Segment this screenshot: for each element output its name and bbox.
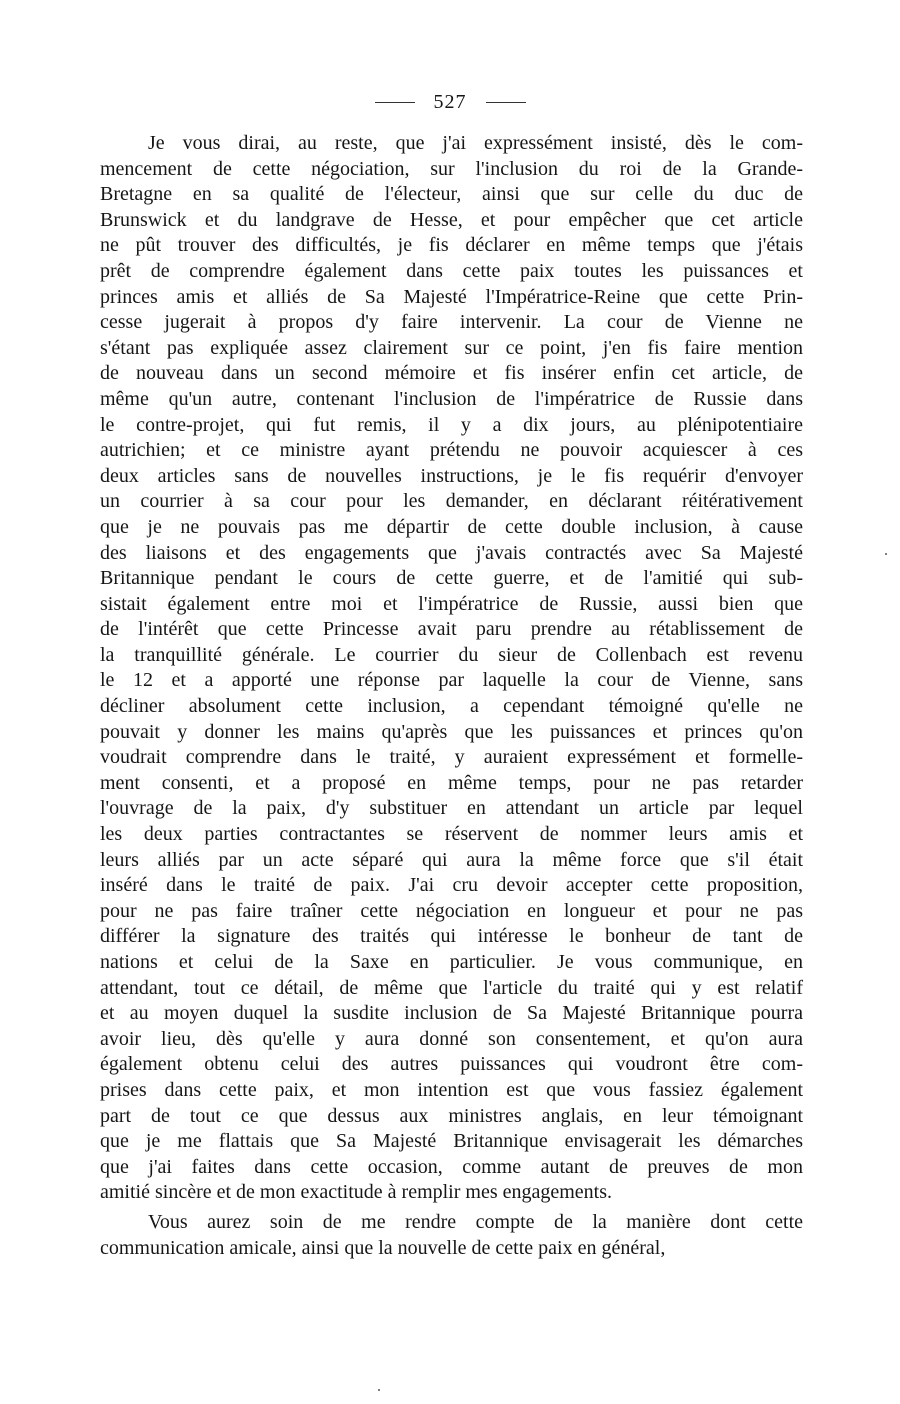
text-line: un courrier à sa cour pour les demander, en déclarant réitérativement: [100, 490, 803, 513]
text-line: cesse jugerait à propos d'y faire intervenir. La cour de Vienne ne: [100, 311, 803, 334]
text-line: deux articles sans de nouvelles instructions, je le fis requérir d'envoyer: [100, 464, 803, 487]
text-line: ment consenti, et a proposé en même temps, pour ne pas retarder: [100, 771, 803, 794]
body-text: [100, 131, 803, 1261]
text-line: Bretagne en sa qualité de l'électeur, ainsi que sur celle du duc de: [100, 183, 803, 206]
text-line: que je ne pouvais pas me départir de cette double inclusion, à cause: [100, 515, 803, 538]
text-line: s'étant pas expliquée assez clairement sur ce point, j'en fis faire mention: [100, 336, 803, 359]
text-line: des liaisons et des engagements que j'avais contractés avec Sa Majesté: [100, 541, 803, 564]
text-line: leurs alliés par un acte séparé qui aura la même force que s'il était: [100, 848, 803, 871]
header-rule-left: [375, 102, 415, 103]
text-line: même qu'un autre, contenant l'inclusion de l'impératrice de Russie dans: [100, 387, 803, 410]
text-line: autrichien; et ce ministre ayant prétendu ne pouvoir acquiescer à ces: [100, 439, 803, 462]
text-line: prises dans cette paix, et mon intention est que vous fassiez également: [100, 1078, 803, 1101]
text-line: de l'intérêt que cette Princesse avait paru prendre au rétablissement de: [100, 618, 803, 641]
text-line: inséré dans le traité de paix. J'ai cru devoir accepter cette proposition,: [100, 874, 803, 897]
text-line: et au moyen duquel la susdite inclusion de Sa Majesté Britannique pourra: [100, 1002, 803, 1025]
text-line: le 12 et a apporté une réponse par laquelle la cour de Vienne, sans: [100, 669, 803, 692]
text-line: amitié sincère et de mon exactitude à remplir mes engagements.: [100, 1181, 613, 1204]
paragraph: [100, 131, 803, 1206]
text-line: part de tout ce que dessus aux ministres anglais, en leur témoignant: [100, 1104, 803, 1127]
text-line: que j'ai faites dans cette occasion, comme autant de preuves de mon: [100, 1155, 803, 1178]
text-line: prêt de comprendre également dans cette paix toutes les puissances et: [100, 259, 803, 282]
text-line: Britannique pendant le cours de cette guerre, et de l'amitié qui sub-: [100, 567, 803, 590]
text-line: pouvait y donner les mains qu'après que les puissances et princes qu'on: [100, 720, 803, 743]
text-line: attendant, tout ce détail, de même que l'article du traité qui y est relatif: [100, 976, 803, 999]
text-line: décliner absolument cette inclusion, a cependant témoigné qu'elle ne: [100, 695, 803, 718]
text-line: également obtenu celui des autres puissances qui voudront être com-: [100, 1053, 803, 1076]
text-line: l'ouvrage de la paix, d'y substituer en attendant un article par lequel: [100, 797, 803, 820]
text-line: voudrait comprendre dans le traité, y auraient expressément et formelle-: [100, 746, 803, 769]
paper-speck: [378, 1389, 380, 1391]
text-line: Vous aurez soin de me rendre compte de la manière dont cette: [148, 1210, 803, 1233]
text-line: différer la signature des traités qui intéresse le bonheur de tant de: [100, 925, 803, 948]
page-number: 527: [433, 91, 467, 114]
text-line: avoir lieu, dès qu'elle y aura donné son consentement, et qu'on aura: [100, 1027, 803, 1050]
text-line: ne pût trouver des difficultés, je fis déclarer en même temps que j'étais: [100, 234, 803, 257]
text-line: le contre-projet, qui fut remis, il y a dix jours, au plénipotentiaire: [100, 413, 803, 436]
text-line: sistait également entre moi et l'impératrice de Russie, aussi bien que: [100, 592, 803, 615]
text-line: les deux parties contractantes se réservent de nommer leurs amis et: [100, 823, 803, 846]
text-line: pour ne pas faire traîner cette négociation en longueur et pour ne pas: [100, 899, 803, 922]
header-rule-right: [486, 102, 526, 103]
text-line: la tranquillité générale. Le courrier du sieur de Collenbach est revenu: [100, 643, 803, 666]
page-header: [0, 88, 900, 115]
paper-speck: [885, 553, 887, 555]
text-line: Brunswick et du landgrave de Hesse, et pour empêcher que cet article: [100, 208, 803, 231]
paragraph: [100, 1210, 803, 1261]
text-line: communication amicale, ainsi que la nouvelle de cette paix en général,: [100, 1236, 666, 1259]
text-line: que je me flattais que Sa Majesté Britannique envisagerait les démarches: [100, 1130, 803, 1153]
text-line: princes amis et alliés de Sa Majesté l'Impératrice-Reine que cette Prin-: [100, 285, 803, 308]
text-line: de nouveau dans un second mémoire et fis insérer enfin cet article, de: [100, 362, 803, 385]
text-line: nations et celui de la Saxe en particulier. Je vous communique, en: [100, 951, 803, 973]
text-line: Je vous dirai, au reste, que j'ai expressément insisté, dès le com-: [148, 132, 803, 154]
text-line: mencement de cette négociation, sur l'inclusion du roi de la Grande-: [100, 157, 803, 180]
